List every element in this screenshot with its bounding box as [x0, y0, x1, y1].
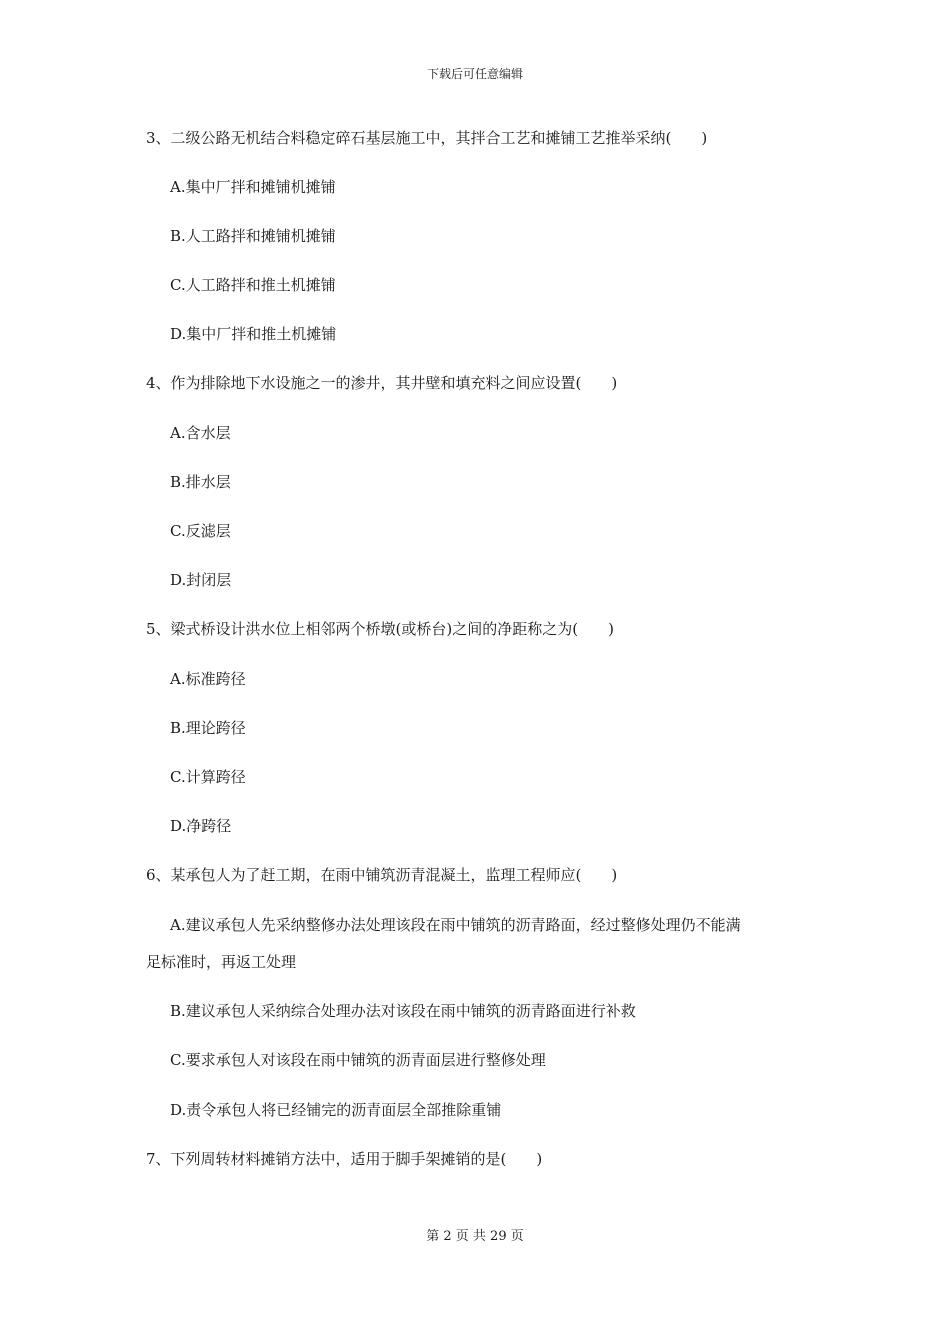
option-6d: D.责令承包人将已经铺完的沥青面层全部推除重铺 [170, 1101, 502, 1119]
option-4d: D.封闭层 [170, 571, 232, 589]
page-footer: 第 2 页 共 29 页 [426, 1229, 524, 1244]
option-3b: B.人工路拌和摊铺机摊铺 [170, 227, 336, 245]
option-4c: C.反滤层 [170, 522, 231, 540]
option-3d: D.集中厂拌和推土机摊铺 [170, 325, 337, 343]
option-6a: A.建议承包人先采纳整修办法处理该段在雨中铺筑的沥青路面，经过整修处理仍不能满 [170, 916, 741, 934]
option-5d: D.净跨径 [170, 817, 232, 835]
option-6b: B.建议承包人采纳综合处理办法对该段在雨中铺筑的沥青路面进行补救 [170, 1002, 636, 1020]
option-5a: A.标准跨径 [170, 670, 246, 688]
option-6a-continued: 足标准时，再返工处理 [146, 953, 297, 971]
option-6c: C.要求承包人对该段在雨中铺筑的沥青面层进行整修处理 [170, 1051, 546, 1069]
option-3c: C.人工路拌和推土机摊铺 [170, 276, 336, 294]
question-5: 5、梁式桥设计洪水位上相邻两个桥墩(或桥台)之间的净距称之为( ) [146, 620, 614, 638]
option-5c: C.计算跨径 [170, 768, 246, 786]
question-7: 7、下列周转材料摊销方法中，适用于脚手架摊销的是( ) [146, 1150, 543, 1168]
option-5b: B.理论跨径 [170, 719, 246, 737]
option-3a: A.集中厂拌和摊铺机摊铺 [170, 178, 336, 196]
question-3: 3、二级公路无机结合料稳定碎石基层施工中，其拌合工艺和摊铺工艺推举采纳( ) [146, 129, 708, 147]
option-4a: A.含水层 [170, 424, 231, 442]
question-6: 6、某承包人为了赶工期，在雨中铺筑沥青混凝土，监理工程师应( ) [146, 866, 618, 884]
question-4: 4、作为排除地下水设施之一的渗井，其井壁和填充料之间应设置( ) [146, 374, 618, 392]
option-4b: B.排水层 [170, 473, 231, 491]
page-header: 下载后可任意编辑 [426, 67, 523, 81]
